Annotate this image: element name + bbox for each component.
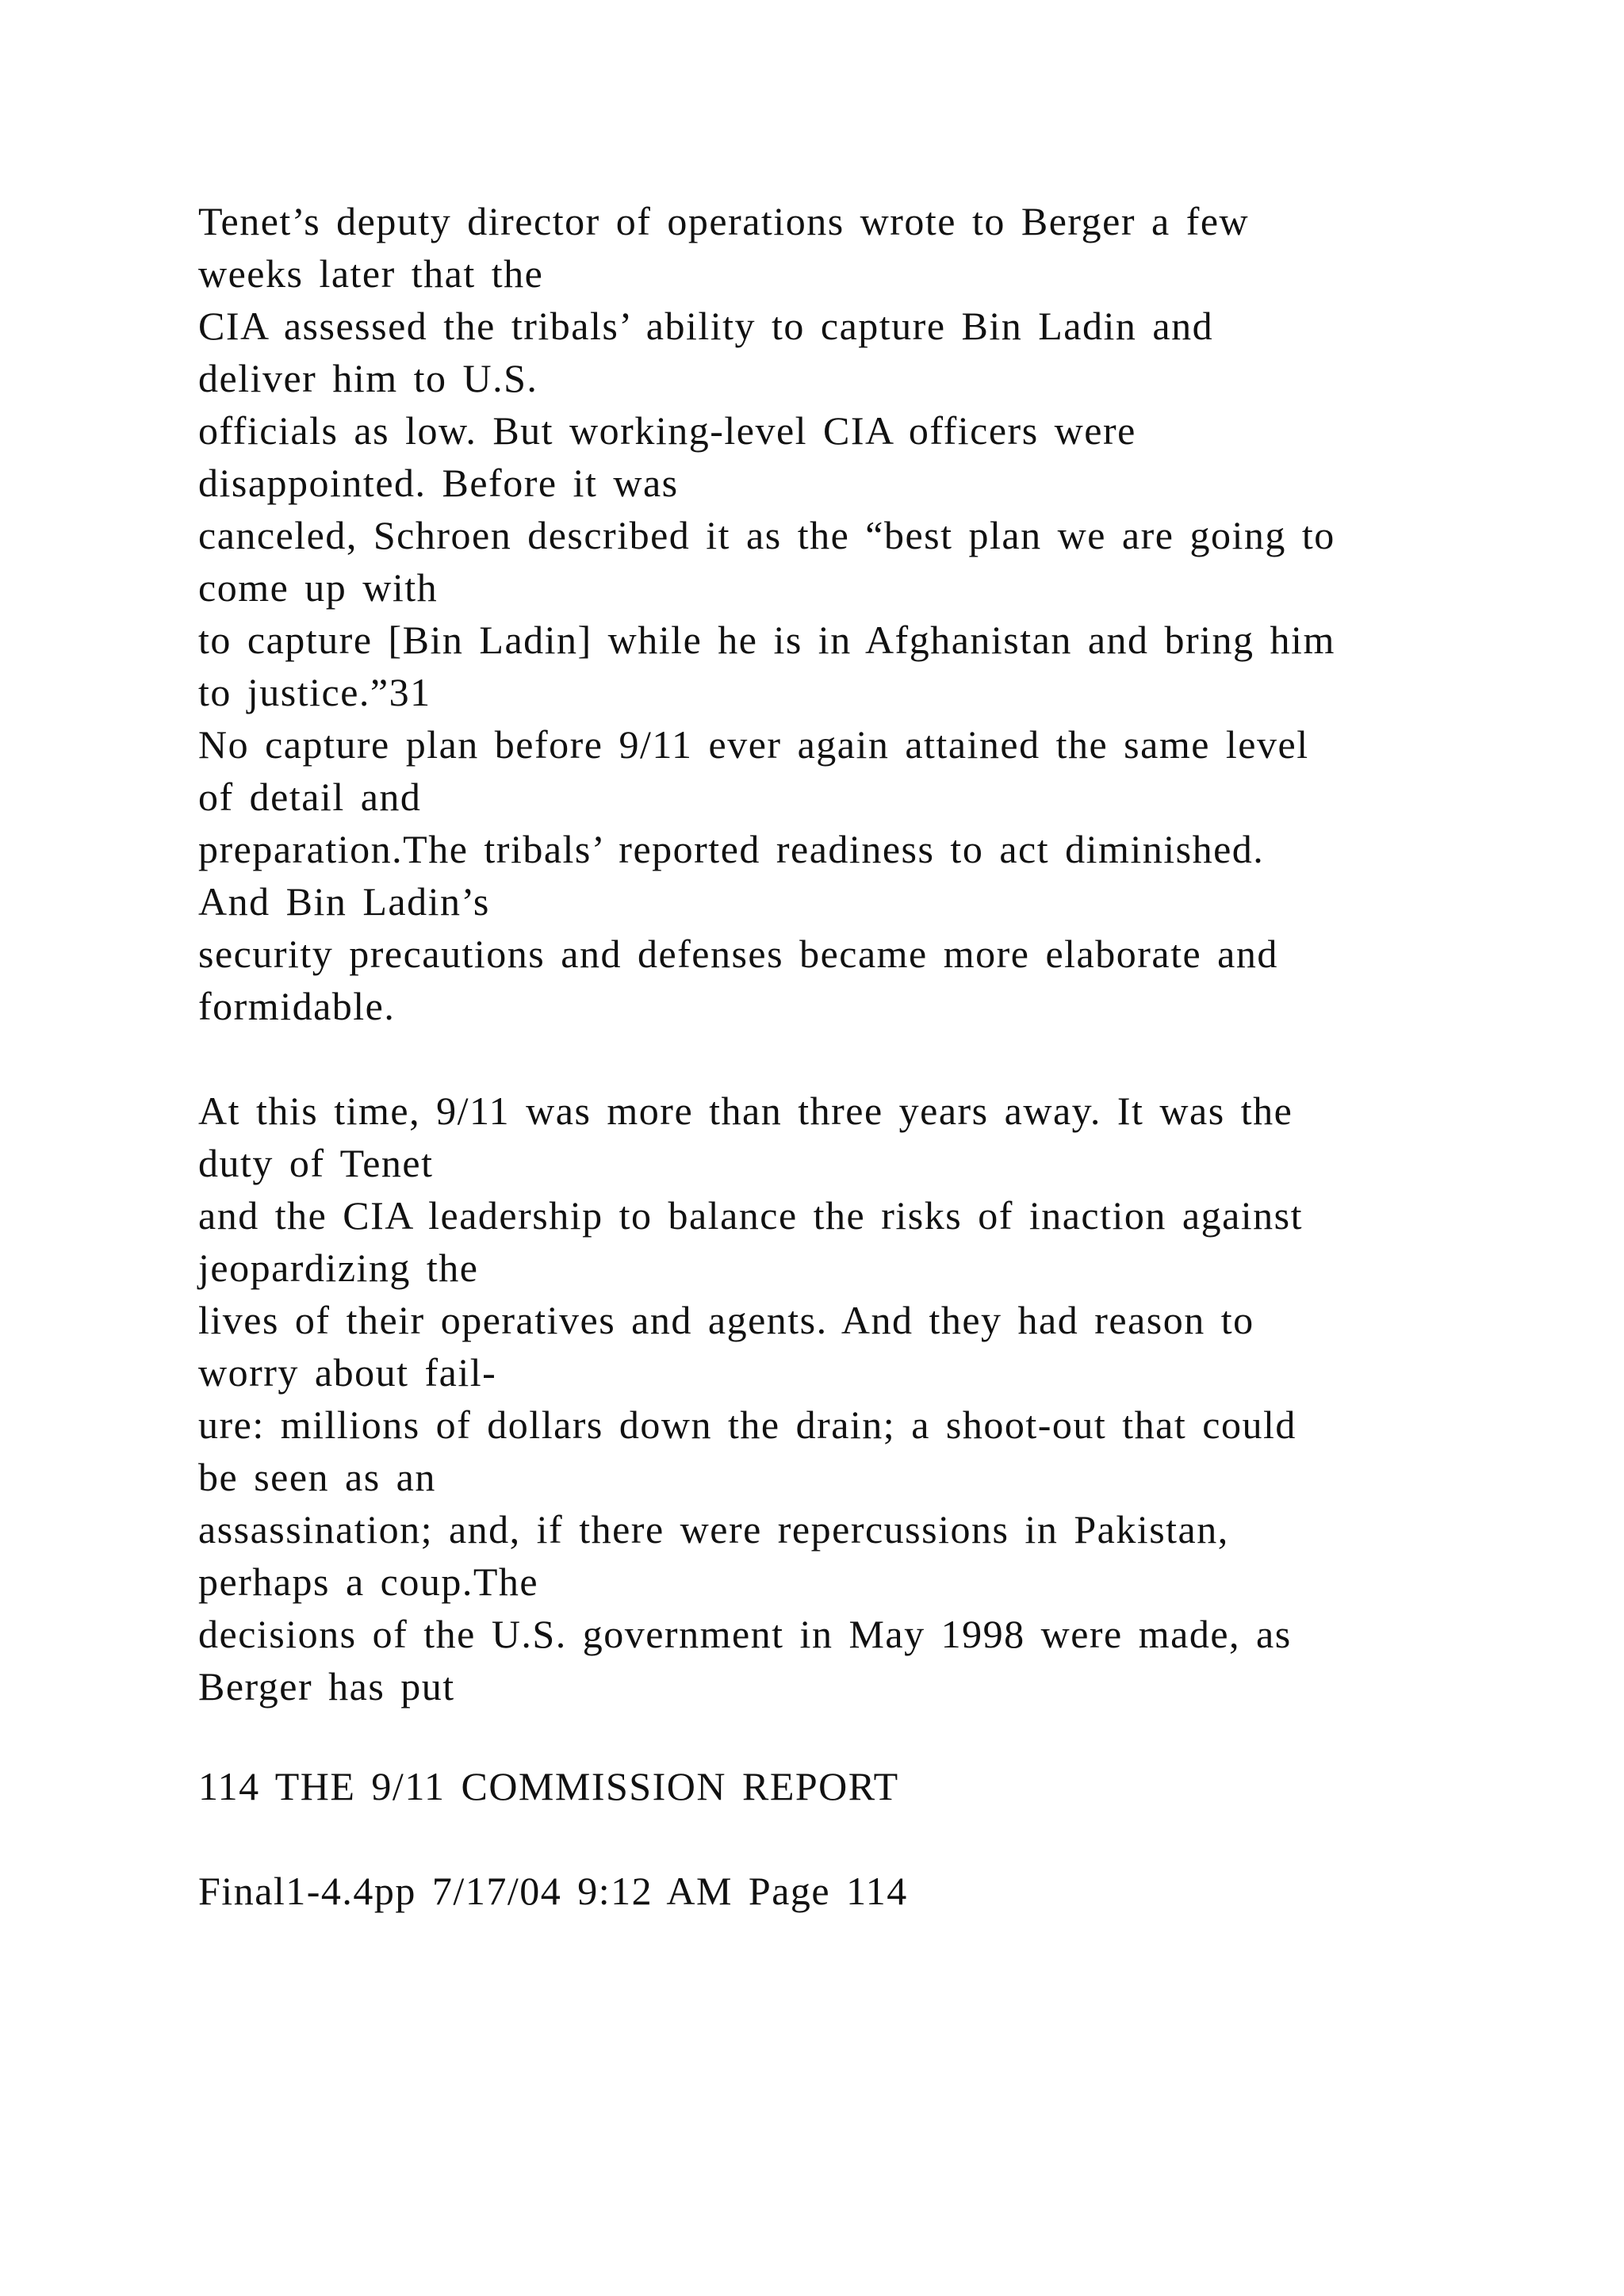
text-line: lives of their operatives and agents. And they had reason to (198, 1298, 1254, 1342)
text-line: to justice.”31 (198, 670, 431, 714)
text-line: ure: millions of dollars down the drain; a shoot-out that could (198, 1402, 1297, 1447)
text-line: perhaps a coup.The (198, 1559, 539, 1604)
paragraph-1 (198, 195, 1530, 1032)
text-line: preparation.The tribals’ reported readiness to act diminished. (198, 827, 1265, 871)
text-line: come up with (198, 565, 439, 610)
text-line: security precautions and defenses became more elaborate and (198, 932, 1278, 976)
text-line: decisions of the U.S. government in May 1998 were made, as (198, 1612, 1292, 1656)
text-line: weeks later that the (198, 251, 544, 296)
text-line: to capture [Bin Ladin] while he is in Afghanistan and bring him (198, 618, 1335, 662)
text-line: canceled, Schroen described it as the “best plan we are going to (198, 513, 1335, 557)
print-slug (198, 1865, 1530, 1917)
text-line: And Bin Ladin’s (198, 879, 490, 924)
text-line: CIA assessed the tribals’ ability to capture Bin Ladin and (198, 304, 1214, 348)
text-line: Berger has put (198, 1664, 455, 1709)
paragraph-break (198, 1032, 1530, 1085)
running-footer (198, 1760, 1530, 1812)
text-line: worry about fail- (198, 1350, 497, 1395)
text-line: disappointed. Before it was (198, 461, 679, 505)
body-text (198, 195, 1530, 1712)
text-line: and the CIA leadership to balance the risks of inaction against (198, 1193, 1304, 1238)
paragraph-2 (198, 1085, 1530, 1712)
text-line: formidable. (198, 984, 396, 1028)
text-line: duty of Tenet (198, 1141, 434, 1185)
text-line: assassination; and, if there were repercussions in Pakistan, (198, 1507, 1229, 1552)
text-line: deliver him to U.S. (198, 356, 538, 400)
text-line: No capture plan before 9/11 ever again attained the same level (198, 722, 1309, 767)
running-footer-text: 114 THE 9/11 COMMISSION REPORT (198, 1764, 899, 1808)
text-line: jeopardizing the (198, 1246, 479, 1290)
text-line: be seen as an (198, 1455, 436, 1499)
text-line: officials as low. But working-level CIA officers were (198, 408, 1136, 453)
text-line: of detail and (198, 775, 422, 819)
print-slug-text: Final1-4.4pp 7/17/04 9:12 AM Page 114 (198, 1869, 908, 1913)
text-line: At this time, 9/11 was more than three years away. It was the (198, 1089, 1293, 1133)
text-line: Tenet’s deputy director of operations wrote to Berger a few (198, 199, 1250, 243)
